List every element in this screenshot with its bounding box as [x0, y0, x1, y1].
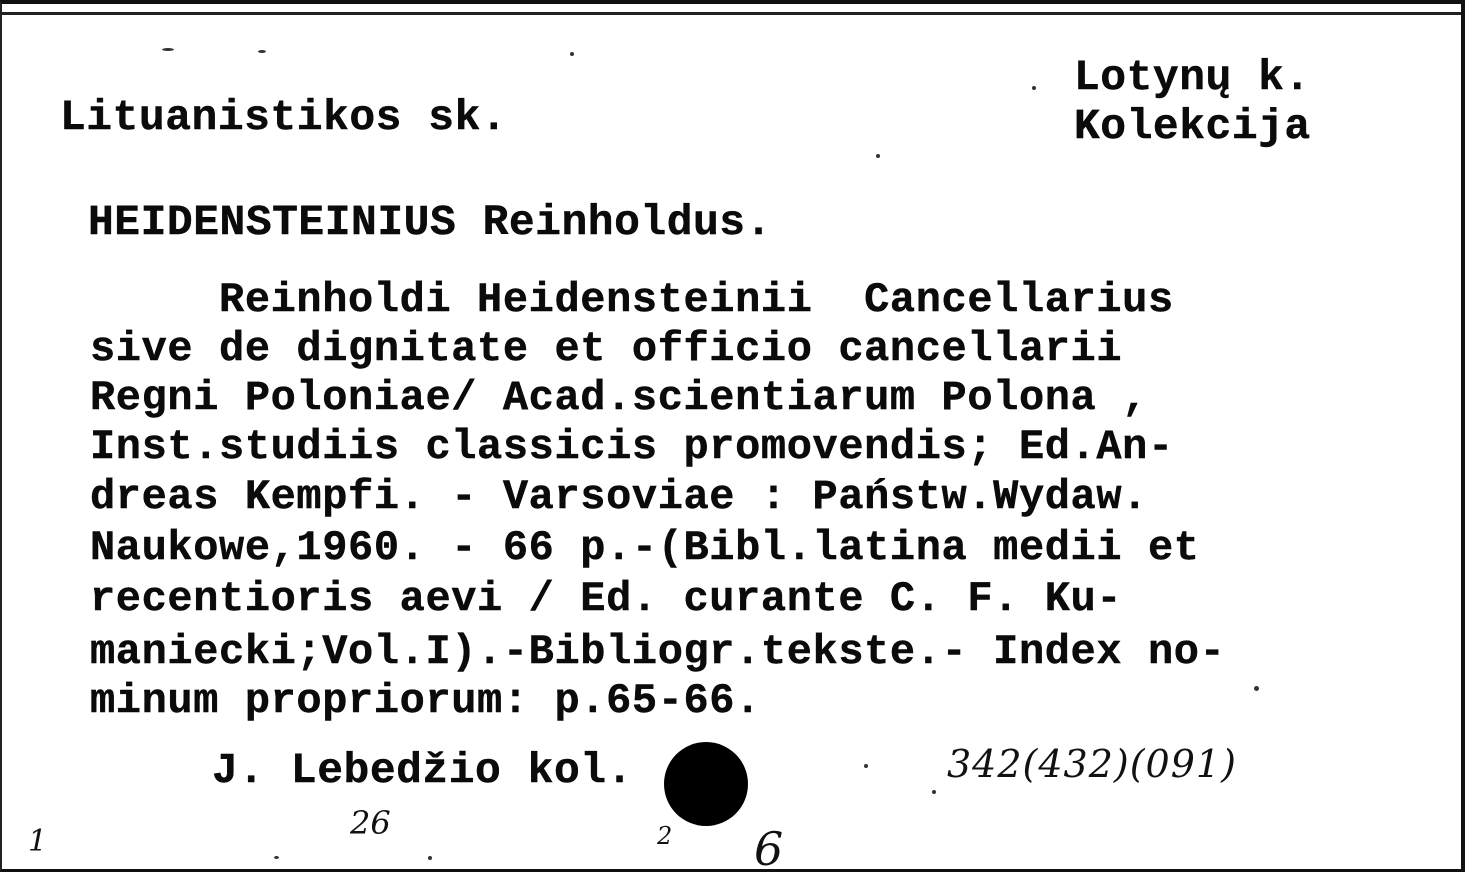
speck-mark [258, 50, 266, 53]
speck-mark [570, 52, 574, 56]
speck-mark [876, 154, 880, 158]
speck-mark [1032, 86, 1036, 90]
speck-mark [932, 790, 936, 794]
description-line: dreas Kempfi. - Varsoviae : Państw.Wydaw. [90, 473, 1148, 521]
description-line: Naukowe,1960. - 66 p.-(Bibl.latina medii et [90, 524, 1200, 572]
description-line: Reinholdi Heidensteinii Cancellarius [90, 276, 1174, 324]
speck-mark [1254, 686, 1259, 691]
description-line: Inst.studiis classicis promovendis; Ed.An- [90, 423, 1174, 471]
description-line: maniecki;Vol.I).-Bibliogr.tekste.- Index no- [90, 628, 1226, 676]
top-border-line [2, 12, 1461, 15]
collection-label: Kolekcija [1074, 102, 1311, 151]
handwritten-number: 26 [350, 804, 391, 842]
handwritten-small-number: 2 [657, 822, 673, 850]
language-label: Lotynų k. [1074, 53, 1311, 102]
speck-mark [162, 48, 174, 51]
provenance-note: J. Lebedžio kol. [212, 746, 633, 795]
punch-hole [664, 742, 748, 826]
speck-mark [428, 856, 432, 860]
department-label: Lituanistikos sk. [60, 93, 508, 142]
description-line: Regni Poloniae/ Acad.scientiarum Polona , [90, 374, 1148, 422]
margin-mark: 1 [28, 824, 48, 859]
description-line: recentioris aevi / Ed. curante C. F. Ku- [90, 575, 1123, 623]
speck-mark [864, 764, 868, 768]
classification-number: 342(432)(091) [947, 742, 1237, 786]
description-line: minum propriorum: p.65-66. [90, 677, 761, 725]
description-line: sive de dignitate et officio cancellarii [90, 325, 1123, 373]
speck-mark [274, 856, 279, 859]
author-heading: HEIDENSTEINIUS Reinholdus. [88, 198, 772, 247]
handwritten-letter: 6 [754, 822, 784, 872]
